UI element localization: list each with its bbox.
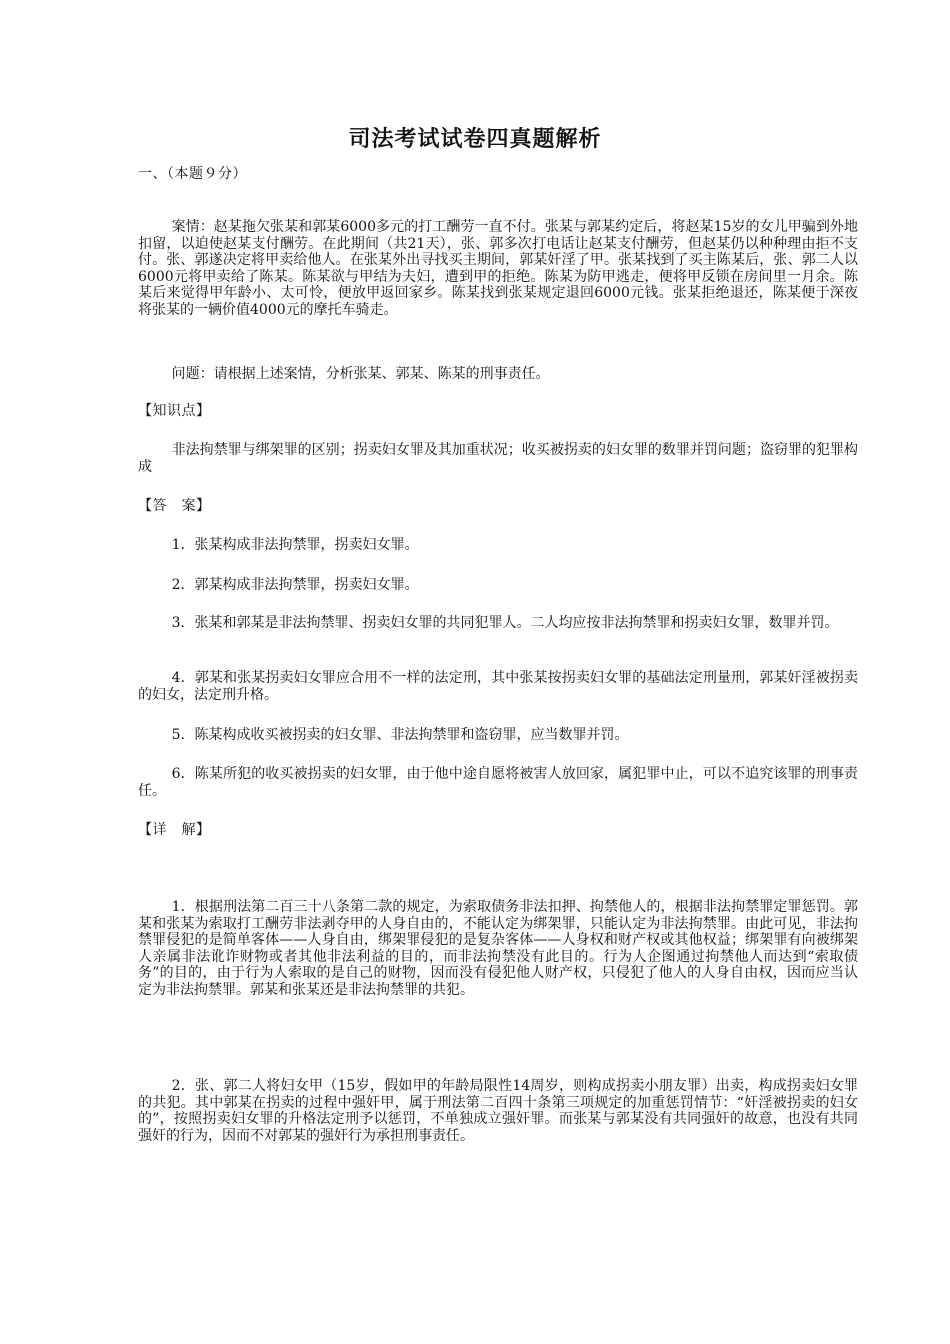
answer-item: 3．张某和郭某是非法拘禁罪、拐卖妇女罪的共同犯罪人。二人均应按非法拘禁罪和拐卖妇女罪，数罪并罚。: [171, 615, 839, 631]
detail-heading: 【详 解】: [138, 822, 211, 838]
question-paragraph: 问题：请根据上述案情，分析张某、郭某、陈某的刑事责任。: [171, 366, 550, 382]
answer-item: 4．郭某和张某拐卖妇女罪应合用不一样的法定刑，其中张某按拐卖妇女罪的基础法定刑量刑，郭某奸淫被拐卖的妇女，法定刑升格。: [138, 670, 858, 703]
knowledge-paragraph: 非法拘禁罪与绑架罪的区别；拐卖妇女罪及其加重状况；收买被拐卖的妇女罪的数罪并罚问题；盗窃罪的犯罪构成: [138, 442, 858, 475]
answer-item: 1．张某构成非法拘禁罪，拐卖妇女罪。: [171, 537, 419, 553]
answer-item: 6．陈某所犯的收买被拐卖的妇女罪，由于他中途自愿将被害人放回家，属犯罪中止，可以不追究该罪的刑事责任。: [138, 766, 858, 799]
section-1-heading: 一、（本题９分）: [138, 166, 247, 182]
answer-heading: 【答 案】: [138, 498, 211, 514]
answer-item: 5．陈某构成收买被拐卖的妇女罪、非法拘禁罪和盗窃罪，应当数罪并罚。: [171, 727, 629, 743]
document-title: 司法考试试卷四真题解析: [348, 126, 602, 152]
knowledge-heading: 【知识点】: [138, 403, 211, 419]
detail-paragraph: 2．张、郭二人将妇女甲（15岁，假如甲的年龄局限性14周岁，则构成拐卖小朋友罪）出卖，构成拐卖妇女罪的共犯。其中郭某在拐卖的过程中强奸甲，属于刑法第二百四十条第三项规定的加重惩罚情节：“奸淫被拐卖的妇女的”，按照拐卖妇女罪的升格法定刑予以惩罚，不单独成立强奸罪。而张某与郭某没有共同强奸的故意，也没有共同强奸的行为，因而不对郭某的强奸行为承担刑事责任。: [138, 1078, 858, 1144]
case-paragraph: 案情：赵某拖欠张某和郭某6000多元的打工酬劳一直不付。张某与郭某约定后，将赵某15岁的女儿甲骗到外地扣留，以迫使赵某支付酬劳。在此期间（共21天），张、郭多次打电话让赵某支付酬劳，但赵某仍以种种理由拒不支付。张、郭遂决定将甲卖给他人。在张某外出寻找买主期间，郭某奸淫了甲。张某找到了买主陈某后，张、郭二人以6000元将甲卖给了陈某。陈某欲与甲结为夫妇，遭到甲的拒绝。陈某为防甲逃走，便将甲反锁在房间里一月余。陈某后来觉得甲年龄小、太可怜，便放甲返回家乡。陈某找到张某规定退回6000元钱。张某拒绝退还，陈某便于深夜将张某的一辆价值4000元的摩托车骑走。: [138, 219, 858, 318]
answer-item: 2．郭某构成非法拘禁罪，拐卖妇女罪。: [171, 577, 419, 593]
detail-paragraph: 1．根据刑法第二百三十八条第二款的规定，为索取债务非法扣押、拘禁他人的，根据非法拘禁罪定罪惩罚。郭某和张某为索取打工酬劳非法剥夺甲的人身自由的，不能认定为绑架罪，只能认定为非法拘禁罪。由此可见，非法拘禁罪侵犯的是简单客体——人身自由，绑架罪侵犯的是复杂客体——人身权和财产权或其他权益；绑架罪有向被绑架人亲属非法讹诈财物或者其他非法利益的目的，而非法拘禁没有此目的。行为人企图通过拘禁他人而达到“索取债务”的目的，由于行为人索取的是自己的财物，因而没有侵犯他人财产权，只侵犯了他人的人身自由权，因而应当认定为非法拘禁罪。郭某和张某还是非法拘禁罪的共犯。: [138, 899, 858, 998]
